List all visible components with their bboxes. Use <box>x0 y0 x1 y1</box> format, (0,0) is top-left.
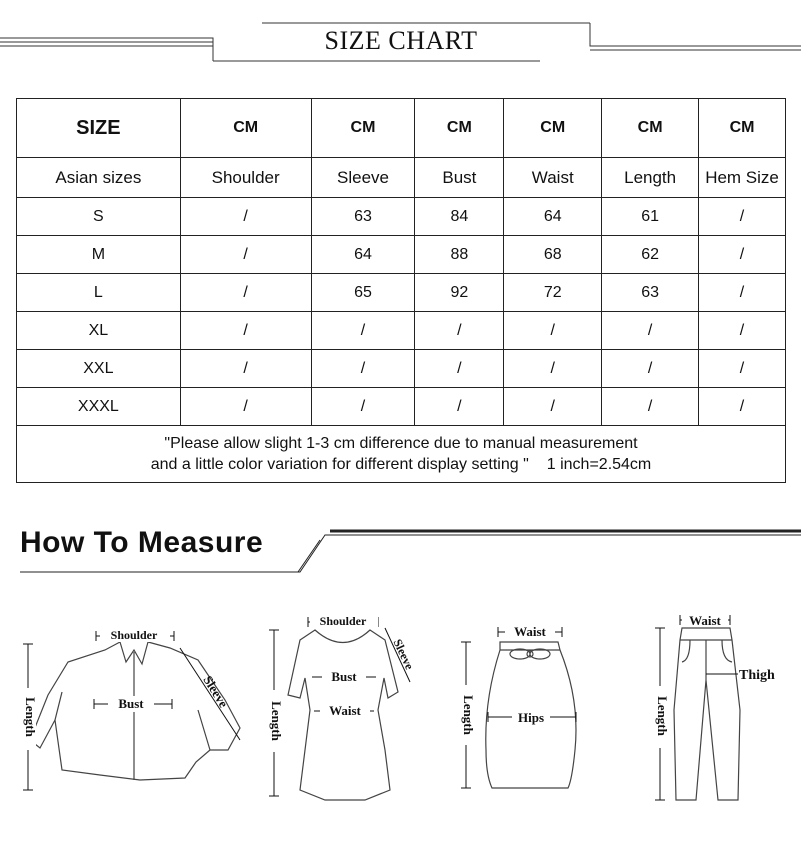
table-cell: XL <box>17 312 181 350</box>
table-cell: / <box>180 198 311 236</box>
measurement-illustrations <box>0 600 801 844</box>
pants-figure <box>652 612 775 800</box>
table-cell: XXXL <box>17 388 181 426</box>
table-cell: / <box>504 388 602 426</box>
note-line-1: "Please allow slight 1-3 cm difference due to manual measurement <box>164 435 638 452</box>
header-cell: CM <box>415 99 504 158</box>
table-cell: 63 <box>602 274 699 312</box>
table-cell: 68 <box>504 236 602 274</box>
table-label-row <box>17 158 786 198</box>
header-cell: CM <box>699 99 786 158</box>
table-cell: M <box>17 236 181 274</box>
page-title: SIZE CHART <box>324 26 478 55</box>
table-cell: / <box>311 388 415 426</box>
shirt-length-label: Length <box>23 697 38 737</box>
table-cell: / <box>699 198 786 236</box>
label-cell: Bust <box>415 158 504 198</box>
label-cell: Asian sizes <box>17 158 181 198</box>
dress-shoulder-label: Shoulder <box>319 614 367 628</box>
table-cell: / <box>180 312 311 350</box>
label-cell: Sleeve <box>311 158 415 198</box>
header-cell: CM <box>180 99 311 158</box>
table-row <box>17 236 786 274</box>
table-cell: / <box>504 350 602 388</box>
skirt-figure <box>458 624 576 788</box>
table-cell: 62 <box>602 236 699 274</box>
skirt-waist-label: Waist <box>514 624 546 639</box>
table-cell: / <box>180 274 311 312</box>
table-cell: / <box>415 312 504 350</box>
table-row <box>17 350 786 388</box>
dress-sleeve-label: Sleeve <box>390 636 417 672</box>
shirt-bust-label: Bust <box>118 696 144 711</box>
shirt-shoulder-label: Shoulder <box>110 628 158 642</box>
table-cell: / <box>311 312 415 350</box>
dress-waist-label: Waist <box>329 703 361 718</box>
table-cell: 72 <box>504 274 602 312</box>
table-cell: 63 <box>311 198 415 236</box>
table-cell: XXL <box>17 350 181 388</box>
header-cell: CM <box>602 99 699 158</box>
table-cell: 61 <box>602 198 699 236</box>
table-cell: / <box>602 350 699 388</box>
table-cell: / <box>699 312 786 350</box>
table-row <box>17 312 786 350</box>
dress-figure <box>266 614 417 800</box>
table-cell: / <box>699 350 786 388</box>
table-cell: 64 <box>504 198 602 236</box>
table-cell: 64 <box>311 236 415 274</box>
table-cell: 88 <box>415 236 504 274</box>
table-row <box>17 198 786 236</box>
dress-bust-label: Bust <box>331 669 357 684</box>
table-header-row <box>17 99 786 158</box>
label-cell: Shoulder <box>180 158 311 198</box>
table-cell: 84 <box>415 198 504 236</box>
table-cell: / <box>180 350 311 388</box>
label-cell: Length <box>602 158 699 198</box>
skirt-length-label: Length <box>461 695 476 735</box>
pants-waist-label: Waist <box>689 613 721 628</box>
table-cell: / <box>602 388 699 426</box>
table-cell: / <box>602 312 699 350</box>
skirt-hips-label: Hips <box>517 710 545 725</box>
dress-length-label: Length <box>269 701 284 741</box>
measurement-note <box>17 426 786 483</box>
table-cell: L <box>17 274 181 312</box>
table-cell: / <box>311 350 415 388</box>
table-cell: / <box>415 350 504 388</box>
shirt-sleeve-label: Sleeve <box>200 672 232 711</box>
size-chart-table <box>16 98 786 483</box>
table-cell: / <box>504 312 602 350</box>
table-cell: / <box>699 388 786 426</box>
table-cell: S <box>17 198 181 236</box>
pants-length-label: Length <box>655 696 670 736</box>
note-line-2-text: and a little color variation for different display setting " <box>150 456 529 473</box>
table-note-row <box>17 426 786 483</box>
table-cell: 65 <box>311 274 415 312</box>
how-to-measure-title: How To Measure <box>20 526 264 559</box>
table-row <box>17 274 786 312</box>
table-cell: 92 <box>415 274 504 312</box>
table-cell: / <box>699 236 786 274</box>
inch-conversion: 1 inch=2.54cm <box>546 456 652 473</box>
pants-thigh-label: Thigh <box>739 668 775 683</box>
header-cell: CM <box>504 99 602 158</box>
table-cell: / <box>180 388 311 426</box>
shirt-figure <box>20 628 240 790</box>
note-line-2 <box>17 454 785 475</box>
table-cell: / <box>699 274 786 312</box>
header-cell: CM <box>311 99 415 158</box>
label-cell: Hem Size <box>699 158 786 198</box>
table-cell: / <box>180 236 311 274</box>
table-row <box>17 388 786 426</box>
table-cell: / <box>415 388 504 426</box>
header-cell: SIZE <box>17 99 181 158</box>
label-cell: Waist <box>504 158 602 198</box>
